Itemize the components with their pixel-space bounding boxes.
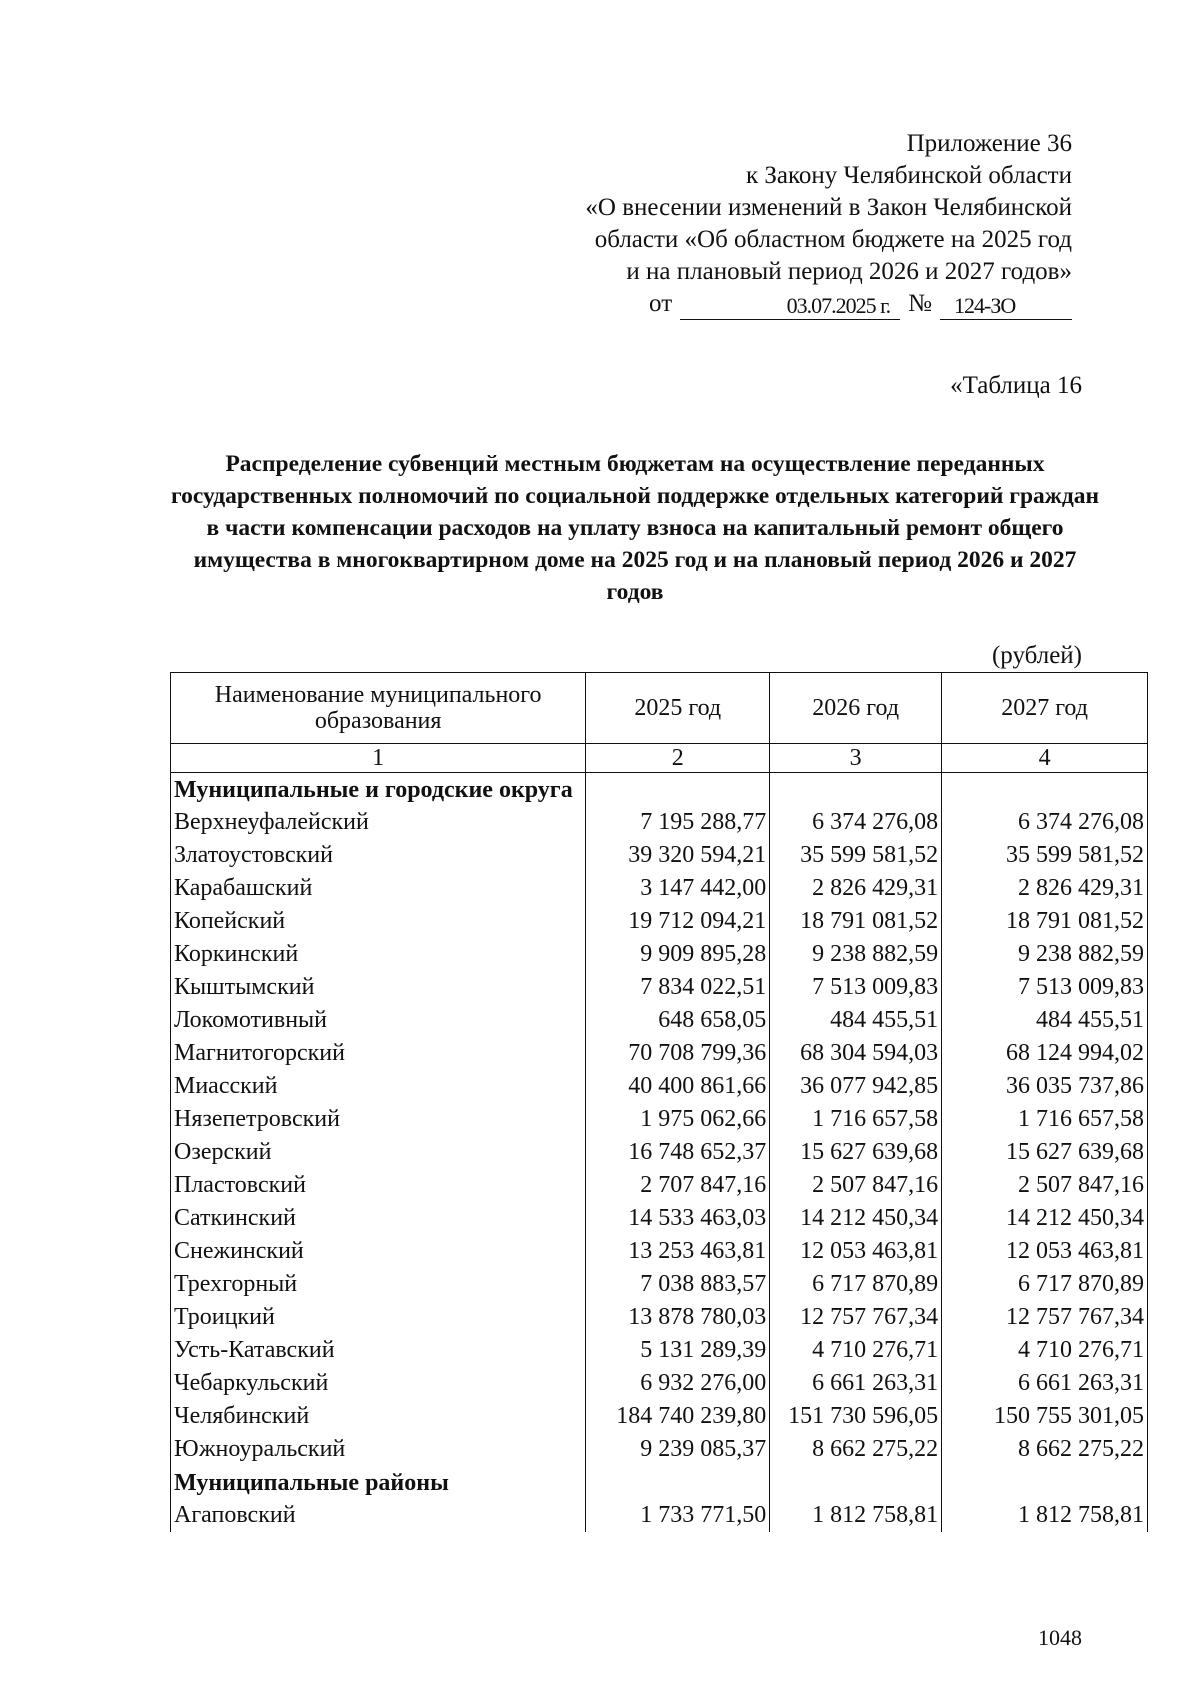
amount-2026: 12 757 767,34 (770, 1301, 942, 1334)
municipality-name: Озерский (171, 1136, 586, 1169)
amount-2026: 35 599 581,52 (770, 839, 942, 872)
municipality-name: Усть-Катавский (171, 1334, 586, 1367)
amount-2027: 7 513 009,83 (942, 971, 1148, 1004)
amount-2025: 184 740 239,80 (586, 1400, 770, 1433)
column-number: 2 (586, 744, 770, 773)
amount-2025: 13 878 780,03 (586, 1301, 770, 1334)
amount-2026: 1 812 758,81 (770, 1499, 942, 1532)
amount-2026: 9 238 882,59 (770, 938, 942, 971)
table-row (171, 1004, 1148, 1037)
law-title-line-1: «О внесении изменений в Закон Челябинской (585, 194, 1072, 221)
municipality-name: Кыштымский (171, 971, 586, 1004)
amount-2027: 1 812 758,81 (942, 1499, 1148, 1532)
column-number: 1 (171, 744, 586, 773)
subvention-table (170, 672, 1148, 1532)
empty-cell (942, 1466, 1148, 1499)
municipality-name: Чебаркульский (171, 1367, 586, 1400)
amount-2025: 7 195 288,77 (586, 806, 770, 839)
amount-2026: 484 455,51 (770, 1004, 942, 1037)
amount-2027: 12 053 463,81 (942, 1235, 1148, 1268)
table-row (171, 1499, 1148, 1532)
amount-2025: 9 239 085,37 (586, 1433, 770, 1466)
table-row (171, 1367, 1148, 1400)
date-number-line (512, 288, 1072, 320)
appendix-number: Приложение 36 (906, 130, 1072, 157)
table-row (171, 1433, 1148, 1466)
table-row (171, 1301, 1148, 1334)
amount-2026: 18 791 081,52 (770, 905, 942, 938)
municipality-name: Трехгорный (171, 1268, 586, 1301)
amount-2026: 68 304 594,03 (770, 1037, 942, 1070)
table-row (171, 938, 1148, 971)
law-title-line-2: области «Об областном бюджете на 2025 год (594, 226, 1072, 253)
table-row (171, 1070, 1148, 1103)
amount-2027: 8 662 275,22 (942, 1433, 1148, 1466)
municipality-name: Агаповский (171, 1499, 586, 1532)
number-label: № (908, 290, 932, 317)
table-row (171, 1334, 1148, 1367)
amount-2027: 6 374 276,08 (942, 806, 1148, 839)
municipality-name: Локомотивный (171, 1004, 586, 1037)
amount-2027: 2 507 847,16 (942, 1169, 1148, 1202)
header-municipality: Наименование муниципального образования (171, 673, 586, 744)
law-reference: к Закону Челябинской области (746, 162, 1072, 189)
amount-2027: 35 599 581,52 (942, 839, 1148, 872)
amount-2027: 1 716 657,58 (942, 1103, 1148, 1136)
empty-cell (770, 773, 942, 807)
section-heading: Муниципальные и городские округа (171, 773, 586, 807)
amount-2026: 2 826 429,31 (770, 872, 942, 905)
municipality-name: Карабашский (171, 872, 586, 905)
document-title: Распределение субвенций местным бюджетам на осуществление переданных государственных полномочий по социальной поддержке отдельных категорий граждан в части компенсации расходов на уплату взноса на капитальный ремонт общего имущества в многоквартирном доме на 2025 год и на плановый период 2026 и 2027 годов (170, 451, 1099, 605)
amount-2025: 648 658,05 (586, 1004, 770, 1037)
page-number: 1048 (1038, 1625, 1082, 1650)
table-row (171, 1103, 1148, 1136)
amount-2027: 6 717 870,89 (942, 1268, 1148, 1301)
municipality-name: Златоустовский (171, 839, 586, 872)
column-number: 4 (942, 744, 1148, 773)
table-row (171, 1136, 1148, 1169)
column-number: 3 (770, 744, 942, 773)
amount-2027: 15 627 639,68 (942, 1136, 1148, 1169)
amount-2025: 5 131 289,39 (586, 1334, 770, 1367)
amount-2025: 19 712 094,21 (586, 905, 770, 938)
amount-2027: 484 455,51 (942, 1004, 1148, 1037)
amount-2026: 7 513 009,83 (770, 971, 942, 1004)
table-row (171, 872, 1148, 905)
municipality-name: Нязепетровский (171, 1103, 586, 1136)
amount-2026: 15 627 639,68 (770, 1136, 942, 1169)
municipality-name: Коркинский (171, 938, 586, 971)
law-title-line-3: и на плановый период 2026 и 2027 годов» (626, 258, 1072, 285)
amount-2027: 14 212 450,34 (942, 1202, 1148, 1235)
amount-2026: 2 507 847,16 (770, 1169, 942, 1202)
empty-cell (586, 773, 770, 807)
table-row (171, 1268, 1148, 1301)
amount-2026: 14 212 450,34 (770, 1202, 942, 1235)
amount-2027: 36 035 737,86 (942, 1070, 1148, 1103)
table-row (171, 971, 1148, 1004)
amount-2026: 6 661 263,31 (770, 1367, 942, 1400)
empty-cell (770, 1466, 942, 1499)
amount-2026: 12 053 463,81 (770, 1235, 942, 1268)
amount-2026: 1 716 657,58 (770, 1103, 942, 1136)
header-2026: 2026 год (770, 673, 942, 744)
section-row (171, 773, 1148, 807)
section-row (171, 1466, 1148, 1499)
law-date: 03.07.2025 г. (680, 293, 900, 320)
empty-cell (942, 773, 1148, 807)
amount-2025: 16 748 652,37 (586, 1136, 770, 1169)
amount-2026: 151 730 596,05 (770, 1400, 942, 1433)
amount-2025: 1 733 771,50 (586, 1499, 770, 1532)
municipality-name: Миасский (171, 1070, 586, 1103)
column-number-row (171, 744, 1148, 773)
amount-2025: 3 147 442,00 (586, 872, 770, 905)
amount-2025: 6 932 276,00 (586, 1367, 770, 1400)
amount-2027: 9 238 882,59 (942, 938, 1148, 971)
amount-2025: 13 253 463,81 (586, 1235, 770, 1268)
table-row (171, 839, 1148, 872)
municipality-name: Челябинский (171, 1400, 586, 1433)
table-body (171, 773, 1148, 1533)
amount-2027: 68 124 994,02 (942, 1037, 1148, 1070)
amount-2025: 7 038 883,57 (586, 1268, 770, 1301)
amount-2025: 7 834 022,51 (586, 971, 770, 1004)
municipality-name: Пластовский (171, 1169, 586, 1202)
amount-2025: 14 533 463,03 (586, 1202, 770, 1235)
municipality-name: Верхнеуфалейский (171, 806, 586, 839)
amount-2026: 36 077 942,85 (770, 1070, 942, 1103)
amount-2025: 70 708 799,36 (586, 1037, 770, 1070)
amount-2025: 2 707 847,16 (586, 1169, 770, 1202)
from-label: от (649, 290, 673, 317)
amount-2027: 4 710 276,71 (942, 1334, 1148, 1367)
municipality-name: Снежинский (171, 1235, 586, 1268)
table-row (171, 905, 1148, 938)
municipality-name: Копейский (171, 905, 586, 938)
amount-2027: 18 791 081,52 (942, 905, 1148, 938)
amount-2025: 1 975 062,66 (586, 1103, 770, 1136)
table-row (171, 1037, 1148, 1070)
municipality-name: Саткинский (171, 1202, 586, 1235)
table-row (171, 1400, 1148, 1433)
amount-2027: 2 826 429,31 (942, 872, 1148, 905)
amount-2027: 12 757 767,34 (942, 1301, 1148, 1334)
header-2027: 2027 год (942, 673, 1148, 744)
amount-2026: 6 717 870,89 (770, 1268, 942, 1301)
amount-2026: 6 374 276,08 (770, 806, 942, 839)
amount-2026: 4 710 276,71 (770, 1334, 942, 1367)
amount-2025: 40 400 861,66 (586, 1070, 770, 1103)
table-header-row (171, 673, 1148, 744)
header-2025: 2025 год (586, 673, 770, 744)
municipality-name: Магнитогорский (171, 1037, 586, 1070)
amount-2025: 39 320 594,21 (586, 839, 770, 872)
law-number: 124-ЗО (940, 293, 1072, 320)
municipality-name: Южноуральский (171, 1433, 586, 1466)
table-row (171, 1202, 1148, 1235)
amount-2025: 9 909 895,28 (586, 938, 770, 971)
table-label: «Таблица 16 (950, 372, 1082, 399)
amount-2027: 150 755 301,05 (942, 1400, 1148, 1433)
section-heading: Муниципальные районы (171, 1466, 586, 1499)
appendix-header (512, 128, 1072, 320)
amount-2026: 8 662 275,22 (770, 1433, 942, 1466)
table-row (171, 1169, 1148, 1202)
municipality-name: Троицкий (171, 1301, 586, 1334)
units-label: (рублей) (991, 642, 1082, 669)
table-row (171, 806, 1148, 839)
table-row (171, 1235, 1148, 1268)
amount-2027: 6 661 263,31 (942, 1367, 1148, 1400)
empty-cell (586, 1466, 770, 1499)
